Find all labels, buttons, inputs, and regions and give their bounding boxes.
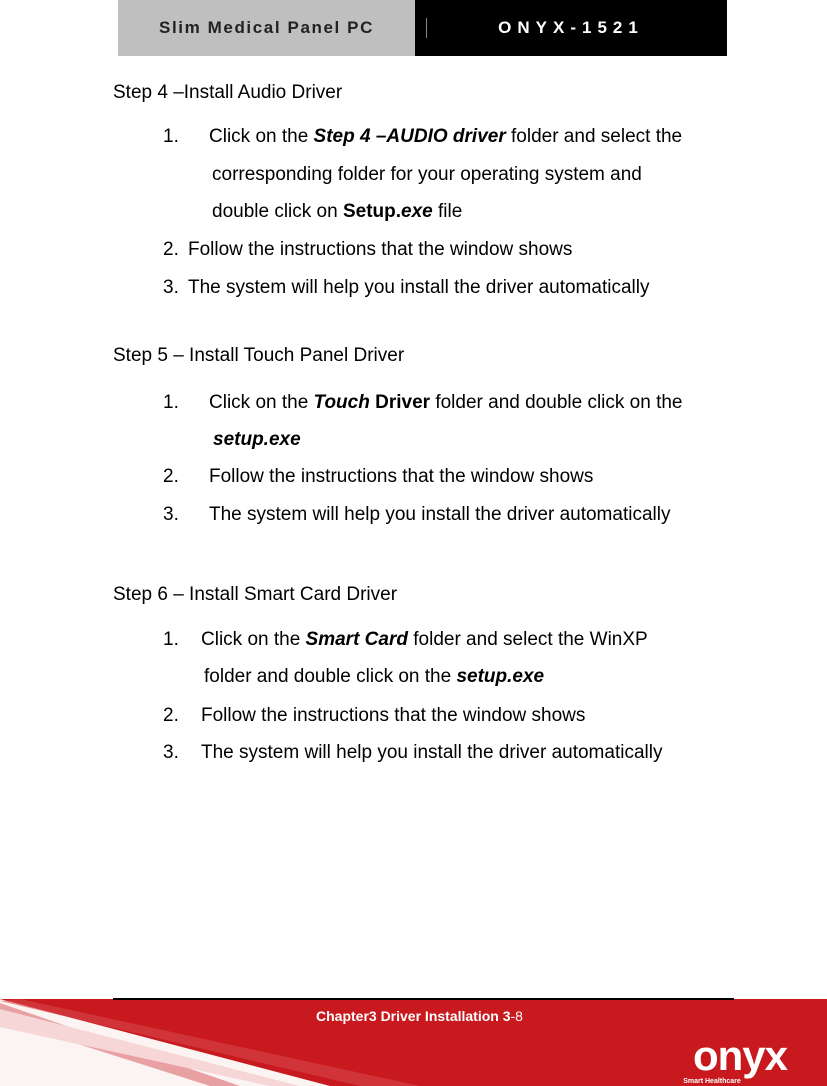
step5-item1-number: 1. [163, 392, 179, 413]
step6-item2-text: Follow the instructions that the window shows [201, 705, 586, 726]
onyx-logo-icon [672, 1036, 808, 1086]
logo-wordmark: onyx [692, 1036, 788, 1079]
header-product-name: Slim Medical Panel PC [118, 0, 415, 56]
step4-item3-number: 3. [163, 277, 179, 298]
step5-item2-text: Follow the instructions that the window shows [209, 466, 594, 487]
step4-heading: Step 4 –Install Audio Driver [113, 82, 343, 103]
footer-chapter-label: Chapter3 Driver Installation 3-8 [316, 1008, 523, 1024]
step4-item1-text-cont2: double click on Setup.exe file [212, 201, 463, 222]
step4-item3-text: The system will help you install the driver automatically [188, 277, 650, 298]
step5-item1-text-cont: setup.exe [213, 429, 301, 450]
header-divider [426, 18, 427, 38]
step4-item2-number: 2. [163, 239, 179, 260]
step6-item1-text: Click on the Smart Card folder and select the WinXP [201, 629, 648, 650]
step4-item1-number: 1. [163, 126, 179, 147]
step5-item2-number: 2. [163, 466, 179, 487]
step5-item1-text: Click on the Touch Driver folder and double click on the [209, 392, 683, 413]
logo-tagline: Smart Healthcare [683, 1078, 741, 1085]
step4-item1-text-cont1: corresponding folder for your operating system and [212, 164, 642, 185]
step5-item3-text: The system will help you install the driver automatically [209, 504, 671, 525]
header-model-name: ONYX-1521 [415, 0, 727, 56]
step6-heading: Step 6 – Install Smart Card Driver [113, 584, 398, 605]
step4-item1-text: Click on the Step 4 –AUDIO driver folder and select the [209, 126, 683, 147]
footer-rule [113, 998, 734, 1000]
step6-item3-text: The system will help you install the driver automatically [201, 742, 663, 763]
step6-item1-number: 1. [163, 629, 179, 650]
step6-item2-number: 2. [163, 705, 179, 726]
step4-item2-text: Follow the instructions that the window shows [188, 239, 573, 260]
step5-item3-number: 3. [163, 504, 179, 525]
step6-item3-number: 3. [163, 742, 179, 763]
step6-item1-text-cont: folder and double click on the setup.exe [204, 666, 545, 687]
step5-heading: Step 5 – Install Touch Panel Driver [113, 345, 405, 366]
